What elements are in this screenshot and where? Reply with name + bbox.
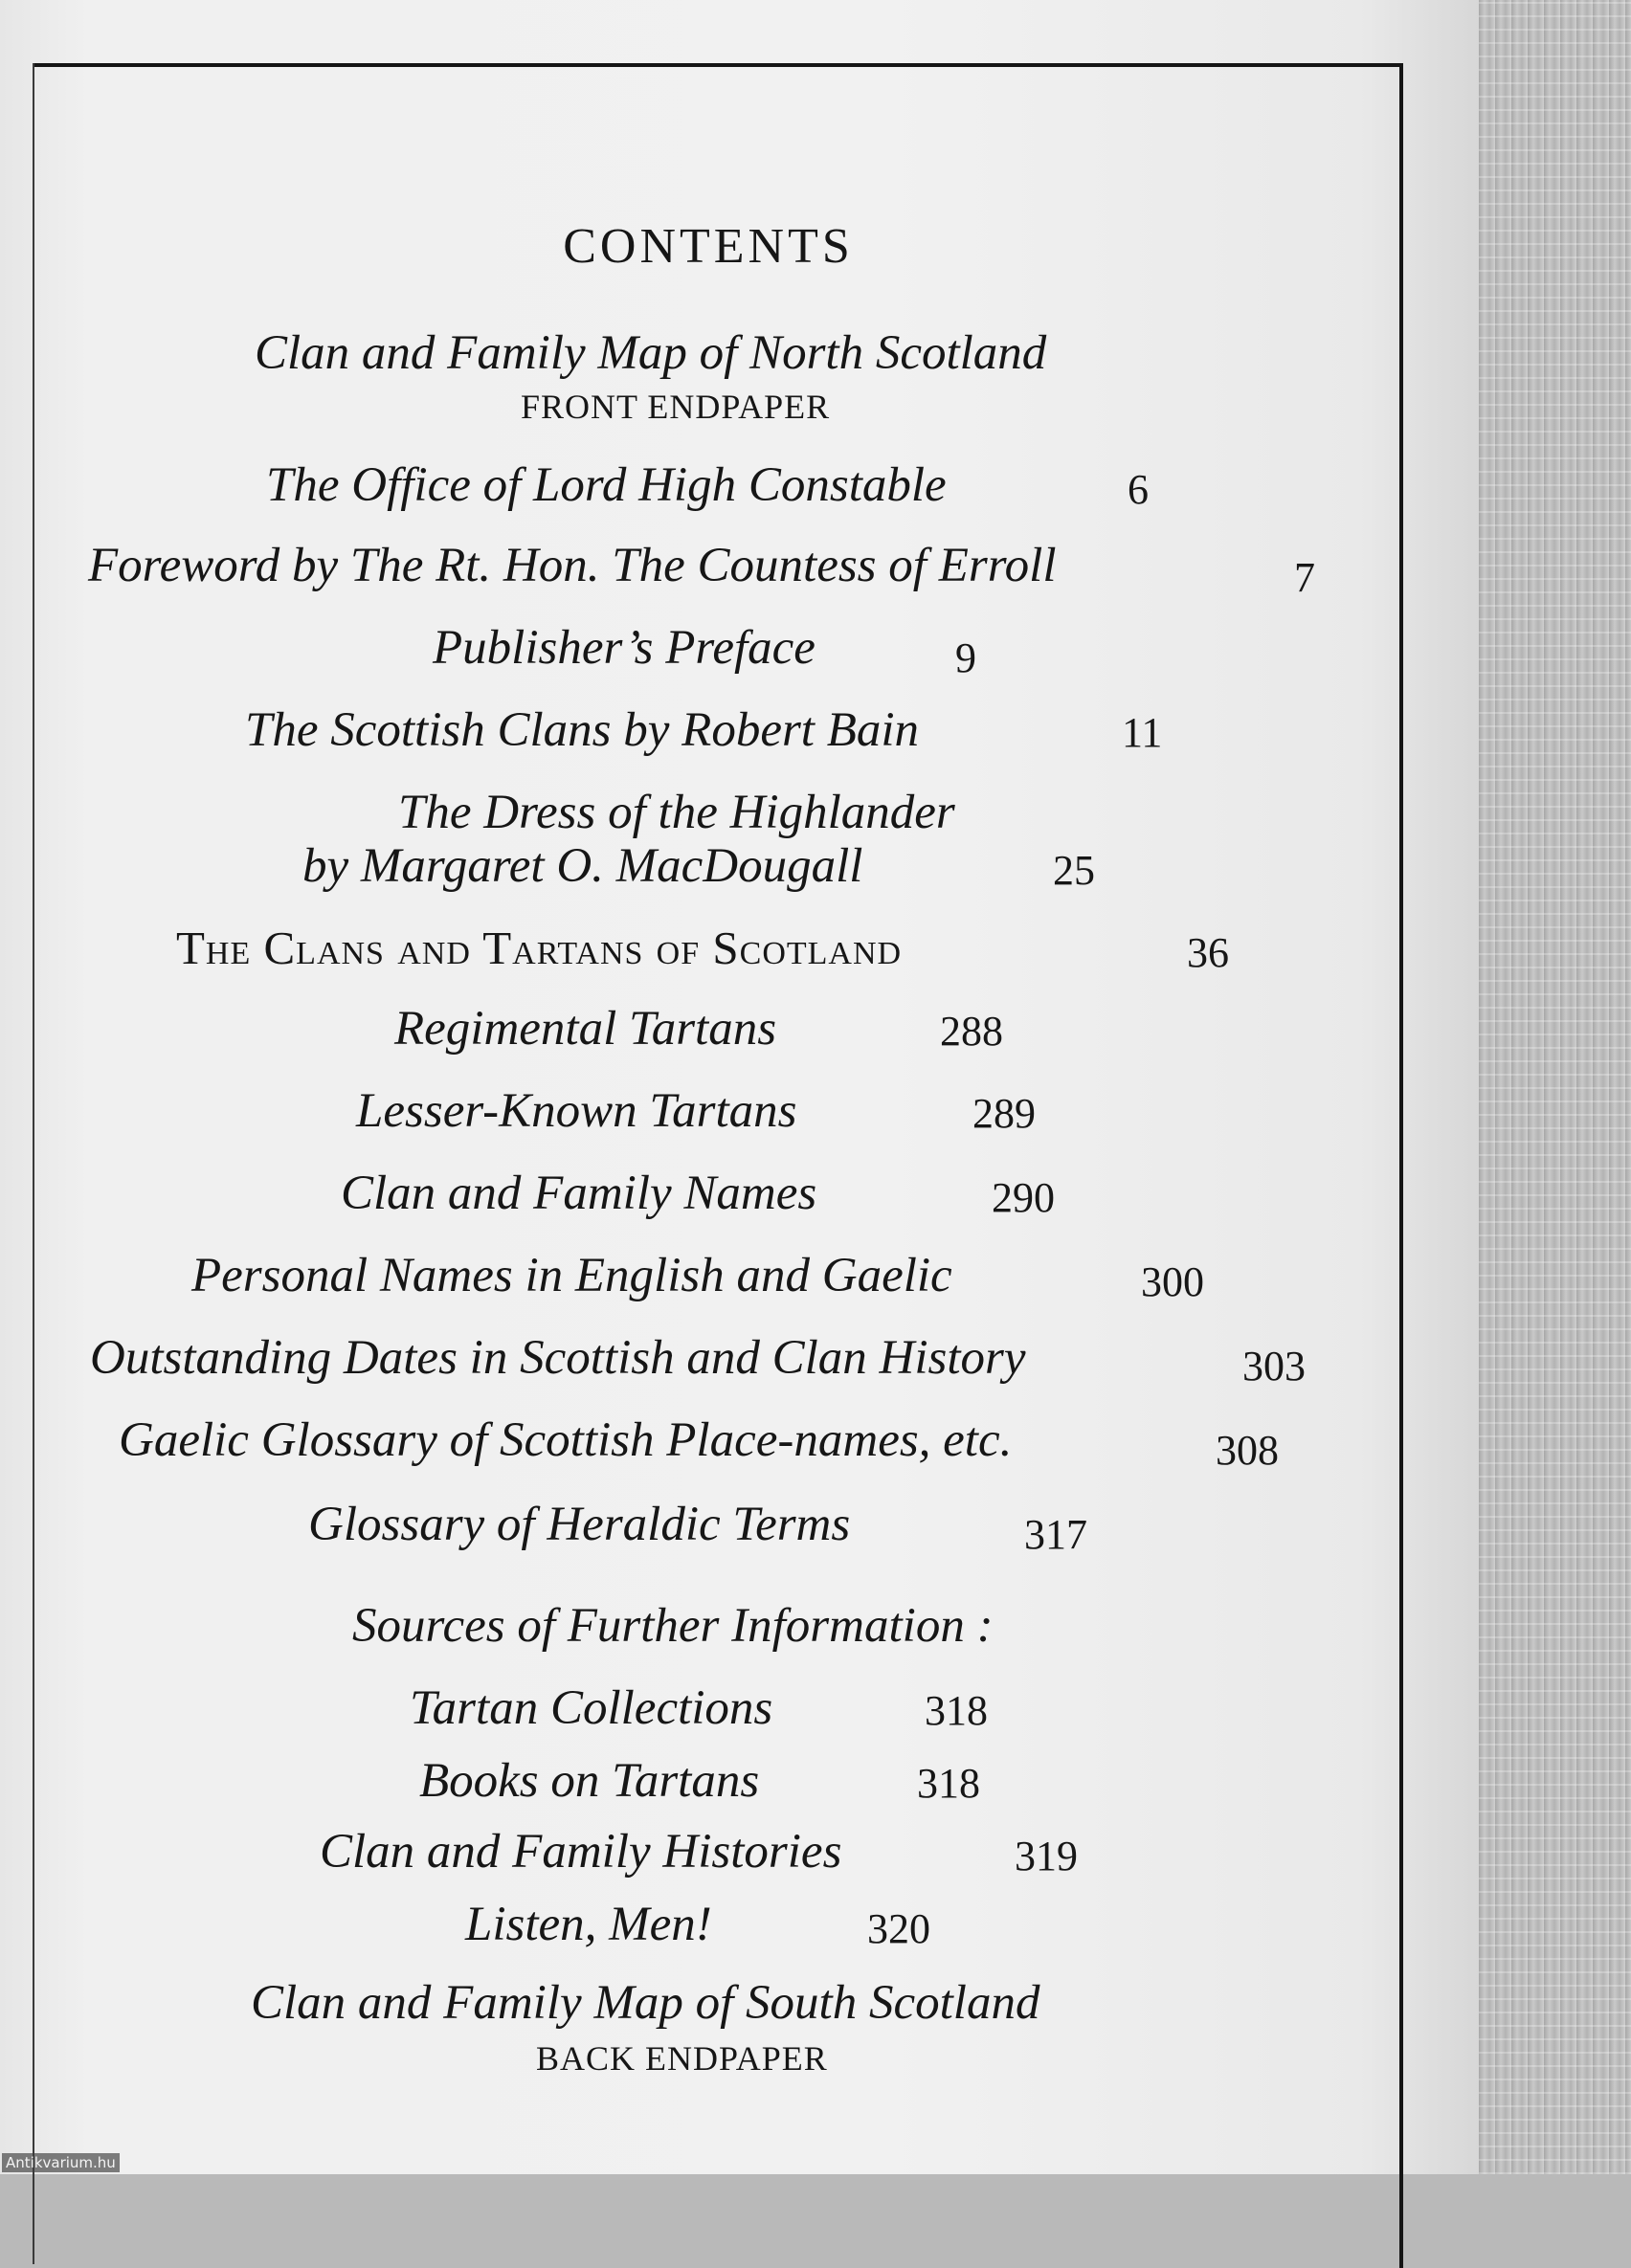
toc-entry-title: Gaelic Glossary of Scottish Place-names, etc.	[119, 1413, 1013, 1467]
toc-entry-page: 300	[1141, 1258, 1204, 1305]
toc-entry-page: 290	[992, 1174, 1055, 1221]
toc-entry-title: Publisher’s Preface	[433, 621, 816, 675]
toc-entry-title: Regimental Tartans	[394, 1002, 777, 1056]
sources-item-page: 318	[917, 1760, 980, 1807]
toc-entry-page: 289	[972, 1090, 1036, 1137]
toc-entry-title-line2: by Margaret O. MacDougall	[302, 839, 863, 893]
sources-heading: Sources of Further Information :	[352, 1599, 994, 1653]
toc-entry-title: The Scottish Clans by Robert Bain	[245, 703, 920, 757]
front-map-subtitle: FRONT ENDPAPER	[521, 388, 831, 426]
sources-item-title: Books on Tartans	[419, 1754, 760, 1808]
toc-entry-page: 9	[955, 634, 976, 681]
toc-entry-title: The Clans and Tartans of Scotland	[176, 922, 903, 974]
back-map-title: Clan and Family Map of South Scotland	[251, 1976, 1040, 2030]
front-map-title: Clan and Family Map of North Scotland	[255, 326, 1047, 380]
toc-entry-page: 11	[1122, 709, 1163, 756]
toc-entry-page: 303	[1242, 1343, 1306, 1390]
facing-page-edge	[1479, 0, 1631, 2174]
toc-entry-page: 7	[1294, 554, 1315, 601]
toc-entry-page: 317	[1024, 1511, 1087, 1558]
page-border-left	[33, 63, 34, 2264]
toc-entry-title: The Office of Lord High Constable	[266, 458, 947, 512]
sources-item-page: 318	[925, 1687, 988, 1734]
back-map-subtitle: BACK ENDPAPER	[536, 2039, 828, 2078]
sources-item-title: Clan and Family Histories	[320, 1825, 842, 1879]
toc-entry-page: 25	[1053, 847, 1095, 894]
toc-entry-page: 308	[1216, 1427, 1279, 1474]
toc-entry-title: Foreword by The Rt. Hon. The Countess of Erroll	[88, 539, 1057, 592]
sources-item-page: 320	[867, 1905, 930, 1952]
toc-entry-title: Personal Names in English and Gaelic	[191, 1249, 952, 1302]
toc-entry-title: Outstanding Dates in Scottish and Clan History	[90, 1331, 1026, 1385]
toc-entry-title: Clan and Family Names	[341, 1167, 817, 1220]
toc-entry-title: Lesser-Known Tartans	[356, 1084, 797, 1138]
toc-entry-title-line1: The Dress of the Highlander	[398, 786, 955, 839]
toc-entry-title: Glossary of Heraldic Terms	[308, 1498, 851, 1551]
toc-entry-page: 288	[940, 1008, 1003, 1055]
contents-heading: CONTENTS	[563, 219, 854, 274]
toc-entry-page: 36	[1187, 929, 1229, 976]
sources-item-page: 319	[1015, 1833, 1078, 1879]
sources-item-title: Listen, Men!	[465, 1898, 712, 1951]
sources-item-title: Tartan Collections	[410, 1681, 773, 1735]
toc-entry-page: 6	[1128, 466, 1149, 513]
watermark: Antikvarium.hu	[2, 2153, 120, 2172]
